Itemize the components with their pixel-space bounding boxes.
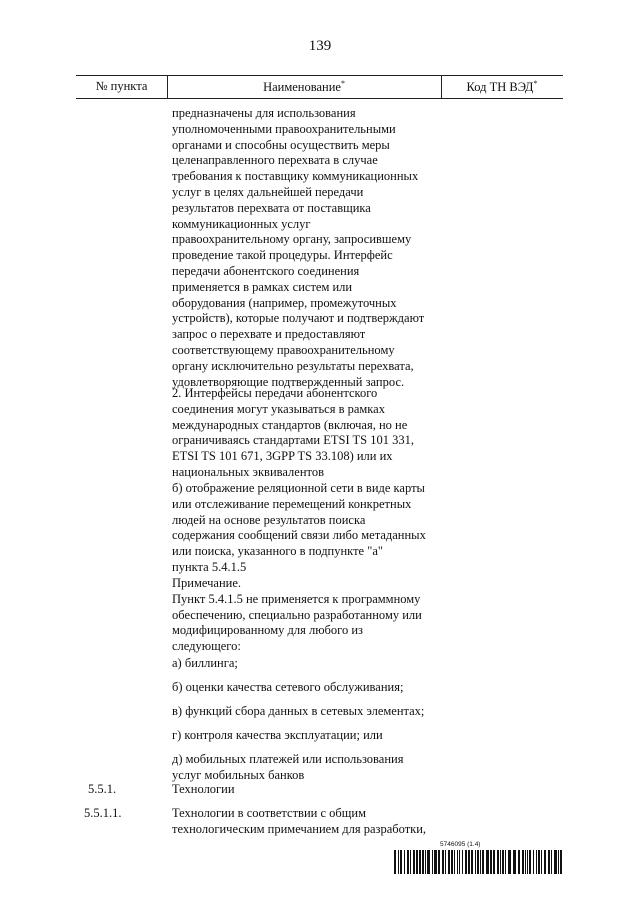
barcode-bar <box>551 850 552 874</box>
barcode-bar <box>502 850 504 874</box>
barcode-bar <box>454 850 455 874</box>
item-text: Технологии в соответствии с общим технологическим примечанием для разработки, <box>172 806 427 836</box>
barcode-bar <box>468 850 470 874</box>
barcode-bar <box>513 850 516 874</box>
barcode-bar <box>451 850 453 874</box>
note-paragraph: Примечание. Пункт 5.4.1.5 не применяется к программному обеспечению, специально разработанному или модифицированному для любого из следующего: <box>172 576 422 654</box>
barcode-bar <box>554 850 557 874</box>
barcode-bar <box>462 850 463 874</box>
header-name-cell <box>167 79 441 95</box>
item-title: Технологии <box>172 782 235 796</box>
barcode-bar <box>416 850 418 874</box>
item-number: 5.5.1. <box>88 782 117 796</box>
barcode-bar <box>518 850 520 874</box>
document-number: 5746095 (1.4) <box>440 841 481 848</box>
list-item: а) биллинга; <box>172 656 238 670</box>
barcode-bar <box>508 850 511 874</box>
barcode-bar <box>493 850 495 874</box>
barcode-bar <box>445 850 446 874</box>
barcode-bar <box>394 850 396 874</box>
barcode-bar <box>536 850 537 874</box>
header-number-label: № пункта <box>95 79 148 93</box>
barcode-bar <box>410 850 411 874</box>
barcode-bar <box>398 850 399 874</box>
barcode-bar <box>419 850 421 874</box>
page-number: 139 <box>308 38 332 54</box>
item-number: 5.5.1.1. <box>84 806 122 820</box>
barcode-bar <box>522 850 524 874</box>
list-item: г) контроля качества эксплуатации; или <box>172 728 383 742</box>
barcode-bar <box>558 850 559 874</box>
barcode-bar <box>525 850 526 874</box>
barcode-bar <box>400 850 402 874</box>
barcode-bar <box>413 850 415 874</box>
barcode-bar <box>427 850 430 874</box>
barcode-bar <box>477 850 479 874</box>
barcode-bar <box>438 850 440 874</box>
barcode <box>394 850 566 874</box>
barcode-bar <box>459 850 460 874</box>
barcode-bar <box>497 850 499 874</box>
list-item: б) оценки качества сетевого обслуживания; <box>172 680 404 694</box>
paragraph: предназначены для использования уполномоченными правоохранительными органами и способны осуществить меры целенаправленного перехвата в случае требования к поставщику коммуникационных услуг в целях дальнейшей передачи результатов перехвата от поставщика коммуникационных услуг правоохранительному органу, запросившему проведение такой процедуры. Интерфейс передачи абонентского соединения применяется в рамках систем или оборудования (например, промежуточных устройств), которые получают и подтверждают запрос о перехвате и предоставляют соответствующему правоохранительному органу исключительно результаты перехвата, удовлетворяющие подтвержденный запрос. <box>172 106 425 389</box>
barcode-bar <box>505 850 506 874</box>
barcode-bar <box>425 850 426 874</box>
barcode-bar <box>560 850 562 874</box>
barcode-bar <box>533 850 534 874</box>
barcode-bar <box>480 850 481 874</box>
barcode-bar <box>486 850 489 874</box>
header-name-label: Наименование <box>263 80 341 95</box>
paragraph: б) отображение реляционной сети в виде карты или отслеживание перемещений конкретных людей на основе результатов поиска содержания сообщений связи либо метаданных или поиска, указанного в подпункте "а" пункта 5.4.1.5 <box>172 481 426 574</box>
barcode-bar <box>434 850 437 874</box>
barcode-bar <box>482 850 484 874</box>
barcode-bar <box>471 850 473 874</box>
footnote-mark: * <box>533 79 538 88</box>
barcode-bar <box>500 850 501 874</box>
barcode-bar <box>538 850 540 874</box>
barcode-bar <box>457 850 458 874</box>
barcode-bar <box>544 850 546 874</box>
barcode-bar <box>465 850 467 874</box>
barcode-bar <box>448 850 450 874</box>
barcode-bar <box>407 850 409 874</box>
header-code-label: Код ТН ВЭД <box>466 80 534 95</box>
barcode-bar <box>442 850 444 874</box>
barcode-bar <box>490 850 492 874</box>
barcode-bar <box>404 850 405 874</box>
list-item: в) функций сбора данных в сетевых элементах; <box>172 704 425 718</box>
table-header <box>76 75 563 99</box>
barcode-bar <box>541 850 542 874</box>
barcode-bar <box>548 850 550 874</box>
paragraph: 2. Интерфейсы передачи абонентского соединения могут указываться в рамках международных стандартов (включая, но не ограничиваясь стандартами ETSI TS 101 331, ETSI TS 101 671, 3GPP TS 33.108) или их национальных эквивалентов <box>172 386 414 479</box>
barcode-bar <box>527 850 528 874</box>
list-item: д) мобильных платежей или использования услуг мобильных банков <box>172 752 404 782</box>
barcode-bar <box>432 850 433 874</box>
header-number-cell <box>76 79 167 94</box>
barcode-bar <box>529 850 531 874</box>
barcode-bar <box>475 850 476 874</box>
footnote-mark: * <box>340 79 345 88</box>
header-code-cell <box>441 79 563 95</box>
barcode-bar <box>422 850 424 874</box>
